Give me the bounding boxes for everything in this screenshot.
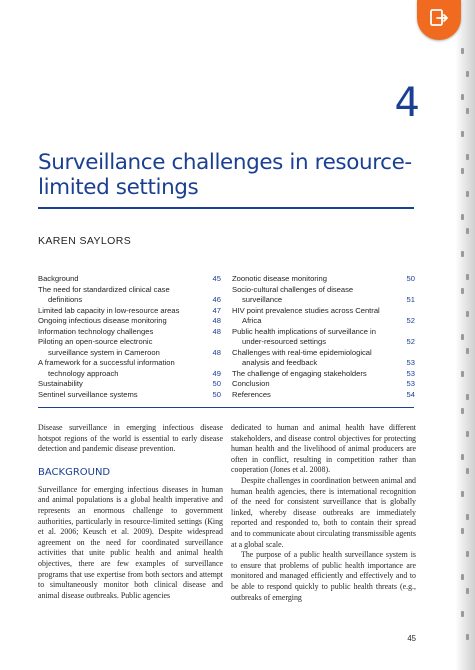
toc-entry-title-text: Conclusion	[232, 379, 270, 388]
toc-entry-page: 53	[406, 379, 415, 388]
toc-entry-title	[38, 358, 207, 379]
title-divider	[38, 207, 414, 209]
toc-entry-title	[38, 337, 207, 358]
page-edge-mark	[466, 154, 469, 160]
page-edge-mark	[466, 311, 469, 317]
toc-entry-title-continuation: analysis and feedback	[242, 358, 318, 367]
toc-entry-page: 50	[406, 274, 415, 283]
toc-entry-page: 46	[212, 295, 221, 304]
page-edge-mark	[466, 274, 469, 280]
body-left-column	[38, 423, 223, 601]
toc-entry-title-text: Socio-cultural challenges of disease	[232, 284, 354, 294]
page-edge-marks	[458, 48, 472, 648]
toc-entry-title-text: References	[232, 389, 271, 399]
page-number: 45	[407, 634, 416, 643]
toc-entry-page: 51	[406, 295, 415, 304]
toc-entry-title-text: Challenges with real-time epidemiological	[232, 347, 372, 357]
toc-entry-page: 52	[406, 316, 415, 325]
toc-entry-title-text: Piloting an open-source electronic	[38, 337, 153, 346]
toc-entry-title	[232, 274, 401, 285]
page-edge-mark	[461, 288, 464, 294]
toc-entry-title	[232, 390, 401, 401]
page-edge-mark	[461, 491, 464, 497]
toc-entry[interactable]	[232, 285, 415, 306]
body-right-column	[231, 423, 416, 603]
toc-entry-page: 48	[212, 326, 221, 336]
toc-entry[interactable]	[232, 369, 415, 380]
toc-entry-page: 48	[212, 316, 221, 325]
toc-entry-page: 45	[212, 274, 221, 283]
toc-entry[interactable]	[232, 306, 415, 327]
toc-entry[interactable]	[38, 285, 221, 306]
toc-entry[interactable]	[38, 358, 221, 379]
chapter-title-line-2: limited settings	[38, 175, 199, 200]
toc-entry-title-text: Zoonotic disease monitoring	[232, 274, 327, 283]
toc-entry[interactable]	[232, 327, 415, 348]
page-edge-mark	[461, 371, 464, 377]
page-edge-mark	[466, 108, 469, 114]
toc-entry-page: 50	[212, 379, 221, 388]
toc-entry[interactable]	[232, 390, 415, 401]
toc-entry-title-text: Background	[38, 274, 79, 283]
toc-entry-page: 53	[406, 368, 415, 378]
page-edge-mark	[466, 431, 469, 437]
toc-entry[interactable]	[38, 274, 221, 285]
toc-entry-title-text: Ongoing infectious disease monitoring	[38, 316, 167, 325]
toc-entry-page: 50	[212, 389, 221, 399]
toc-entry-title-text: The challenge of engaging stakeholders	[232, 368, 367, 378]
toc-entry-title-continuation: surveillance	[242, 295, 283, 304]
toc-entry[interactable]	[38, 316, 221, 327]
toc-entry-title	[232, 306, 401, 327]
toc-left-column	[38, 274, 221, 400]
page-edge-mark	[461, 334, 464, 340]
section-heading-background: BACKGROUND	[38, 466, 111, 478]
toc-entry-title-continuation: technology approach	[48, 368, 119, 378]
toc-entry-page: 48	[212, 347, 221, 357]
toc-entry-page: 49	[212, 368, 221, 378]
toc-right-column	[232, 274, 415, 400]
toc-entry-title-continuation: under-resourced settings	[242, 337, 326, 346]
toc-entry-page: 53	[406, 358, 415, 367]
page-edge-mark	[466, 71, 469, 77]
toc-entry-title-continuation: surveillance system in Cameroon	[48, 347, 160, 357]
page-edge-mark	[461, 528, 464, 534]
toc-entry-title-text: Public health implications of surveillance in	[232, 326, 376, 336]
page-edge-mark	[461, 574, 464, 580]
chapter-number: 4	[394, 80, 420, 126]
toc-entry-page: 54	[406, 389, 415, 399]
intro-paragraph: Disease surveillance in emerging infectious disease hotspot regions of the world is essential to early disease detection and pandemic disease prevention.	[38, 423, 223, 454]
toc-entry[interactable]	[38, 379, 221, 390]
toc-entry-title	[38, 306, 207, 317]
toc-entry[interactable]	[38, 306, 221, 317]
page-edge-mark	[466, 551, 469, 557]
toc-entry-title-continuation: Africa	[242, 316, 262, 325]
toc-entry-title-text: The need for standardized clinical case	[38, 284, 170, 294]
document-export-icon	[428, 7, 450, 34]
toc-entry[interactable]	[232, 274, 415, 285]
page-edge-mark	[461, 131, 464, 137]
page-edge-mark	[461, 408, 464, 414]
chapter-title-line-1: Surveillance challenges in resource-	[38, 150, 412, 175]
toc-entry-title	[38, 316, 207, 327]
page-edge-mark	[466, 588, 469, 594]
page-edge-mark	[461, 214, 464, 220]
toc-entry-title	[38, 285, 207, 306]
page-edge-mark	[466, 468, 469, 474]
toc-entry-page: 52	[406, 337, 415, 346]
page-edge-mark	[461, 168, 464, 174]
toc-entry-title-continuation: definitions	[48, 295, 83, 304]
body-paragraph: The purpose of a public health surveillance system is to ensure that problems of public health importance are monitored and managed efficiently and effectively and to be able to respond quickly to public health threats (e.g., outbreaks of emerging	[231, 550, 416, 602]
toc-entry[interactable]	[38, 327, 221, 338]
body-paragraph: Despite challenges in coordination between animal and human health agencies, there is international recognition of the need for consistent surveillance that is globally linked, whereby disease outbreaks are immediately reported and responded to, both to contain their spread and to communicate about circulating transmissible agents at a global scale.	[231, 475, 416, 549]
page-edge-mark	[461, 454, 464, 460]
toc-entry[interactable]	[232, 348, 415, 369]
toc-entry-title	[38, 379, 207, 390]
toc-divider	[38, 407, 414, 408]
page-edge-mark	[466, 634, 469, 640]
toc-entry-title-text: Information technology challenges	[38, 326, 154, 336]
toc-entry[interactable]	[232, 379, 415, 390]
toc-entry-title-text: HIV point prevalence studies across Central	[232, 305, 380, 315]
page-edge-mark	[466, 228, 469, 234]
toc-entry-title	[232, 379, 401, 390]
page-edge-mark	[461, 611, 464, 617]
toc-entry-title	[38, 390, 207, 401]
toc-entry-title	[232, 348, 401, 369]
page-edge-mark	[466, 191, 469, 197]
page-edge-mark	[466, 394, 469, 400]
chapter-author: KAREN SAYLORS	[38, 235, 132, 247]
toc-entry-title	[232, 285, 401, 306]
toc-entry-title	[232, 327, 401, 348]
page-edge-mark	[466, 514, 469, 520]
toc-entry[interactable]	[38, 390, 221, 401]
page-edge-mark	[461, 94, 464, 100]
chapter-title	[38, 150, 418, 200]
body-paragraph: dedicated to human and animal health have different stakeholders, and disease control objectives for protecting human health and the livelihood of animal producers are often in conflict, resulting in competition rather than cooperation (Jones et al. 2008).	[231, 423, 416, 475]
toc-entry-title-text: Limited lab capacity in low-resource areas	[38, 305, 180, 315]
toc-entry-title	[232, 369, 401, 380]
toc-entry-title-text: A framework for a successful information	[38, 358, 175, 367]
toc-entry-title	[38, 274, 207, 285]
toc-entry-title-text: Sustainability	[38, 379, 83, 388]
toc-entry[interactable]	[38, 337, 221, 358]
background-paragraph: Surveillance for emerging infectious diseases in human and animal populations is a global health imperative and represents an enormous challenge to government authorities, particularly in resource-limited settings (King et al. 2006; Keusch et al. 2009). Despite widespread agreement on the need for coordinated surveillance activities that unite public health and animal health objectives, there are few examples of surveillance programs that use expertise from both sectors and attempt to simultaneously monitor both clinical disease and animal disease outbreaks. Public agencies	[38, 484, 223, 600]
page-edge-mark	[461, 48, 464, 54]
page-edge-mark	[461, 251, 464, 257]
page-edge-mark	[466, 348, 469, 354]
toc-entry-title	[38, 327, 207, 338]
toc-entry-title-text: Sentinel surveillance systems	[38, 389, 138, 399]
toc-entry-page: 47	[212, 305, 221, 315]
